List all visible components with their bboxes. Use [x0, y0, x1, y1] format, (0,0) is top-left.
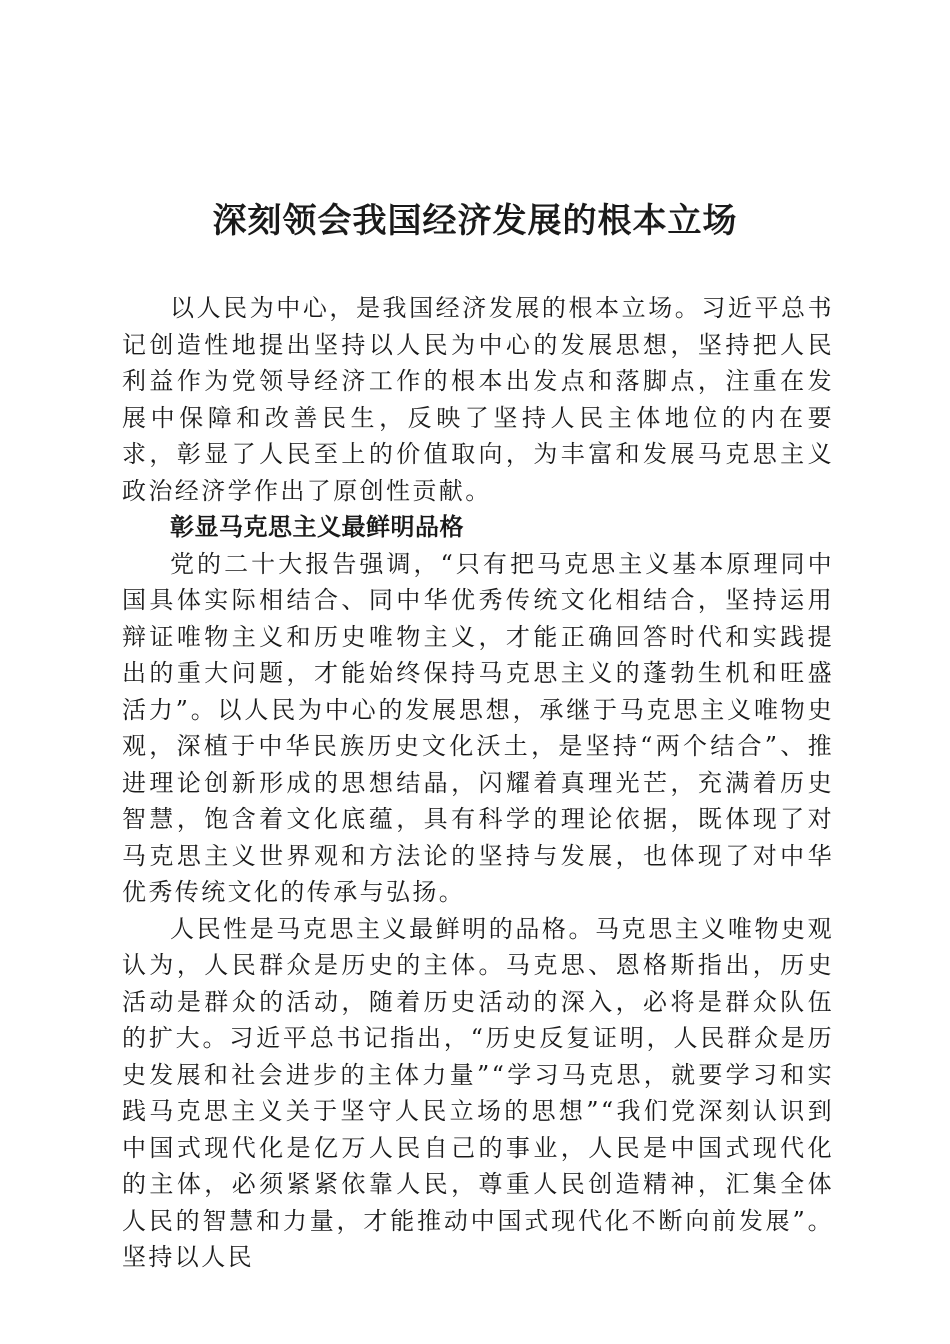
paragraph-people-nature: 人民性是马克思主义最鲜明的品格。马克思主义唯物史观认为，人民群众是历史的主体。马克思、恩格斯指出，历史活动是群众的活动，随着历史活动的深入，必将是群众队伍的扩大。习近平总书记指出，“历史反复证明，人民群众是历史发展和社会进步的主体力量”“学习马克思，就要学习和实践马克思主义关于坚守人民立场的思想”“我们党深刻认识到中国式现代化是亿万人民自己的事业，人民是中国式现代化的主体，必须紧紧依靠人民，尊重人民创造精神，汇集全体人民的智慧和力量，才能推动中国式现代化不断向前发展”。坚持以人民	[122, 914, 834, 1271]
paragraph-two-combinations: 党的二十大报告强调，“只有把马克思主义基本原理同中国具体实际相结合、同中华优秀传统文化相结合，坚持运用辩证唯物主义和历史唯物主义，才能正确回答时代和实践提出的重大问题，才能始终保持马克思主义的蓬勃生机和旺盛活力”。以人民为中心的发展思想，承继于马克思主义唯物史观，深植于中华民族历史文化沃土，是坚持“两个结合”、推进理论创新形成的思想结晶，闪耀着真理光芒，充满着历史智慧，饱含着文化底蕴，具有科学的理论依据，既体现了对马克思主义世界观和方法论的坚持与发展，也体现了对中华优秀传统文化的传承与弘扬。	[122, 549, 834, 906]
section-heading: 彰显马克思主义最鲜明品格	[170, 513, 464, 541]
paragraph-intro: 以人民为中心，是我国经济发展的根本立场。习近平总书记创造性地提出坚持以人民为中心的发展思想，坚持把人民利益作为党领导经济工作的根本出发点和落脚点，注重在发展中保障和改善民生，反映了坚持人民主体地位的内在要求，彰显了人民至上的价值取向，为丰富和发展马克思主义政治经济学作出了原创性贡献。	[122, 294, 834, 505]
article-body	[122, 290, 834, 1276]
page-title: 深刻领会我国经济发展的根本立场	[212, 201, 738, 241]
